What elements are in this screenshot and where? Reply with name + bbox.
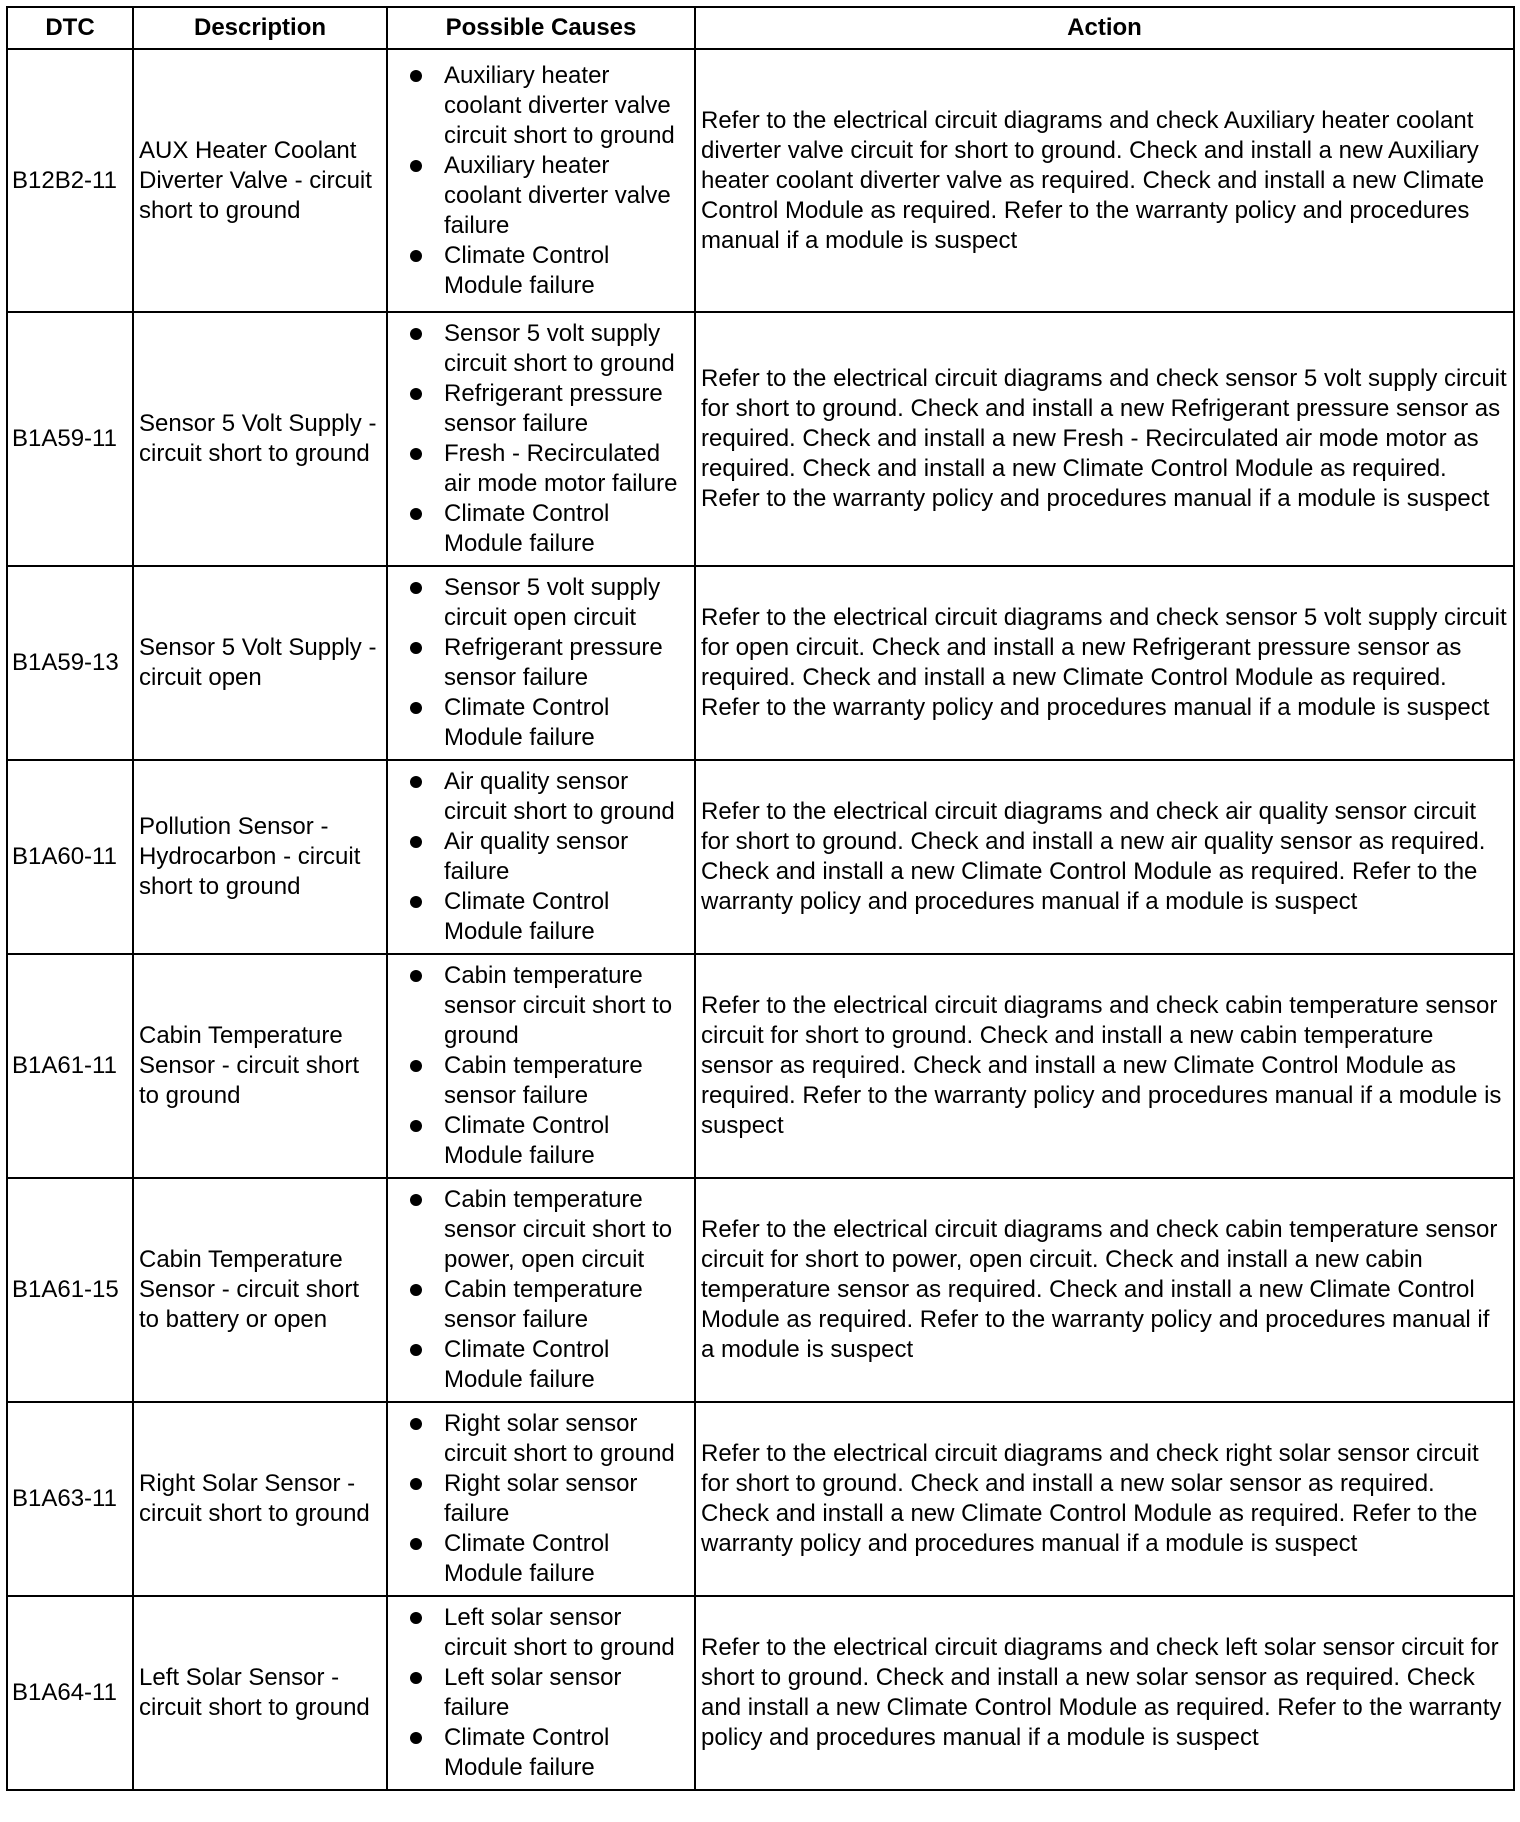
list-item bbox=[388, 633, 690, 693]
dtc-description: AUX Heater Coolant Diverter Valve - circuit short to ground bbox=[133, 49, 387, 312]
bullet-icon bbox=[410, 160, 422, 172]
table-row bbox=[7, 566, 1514, 760]
possible-causes-cell bbox=[387, 954, 695, 1178]
cause-text: Auxiliary heater coolant diverter valve failure bbox=[444, 151, 671, 239]
list-item bbox=[388, 767, 690, 827]
action-text: Refer to the electrical circuit diagrams and check sensor 5 volt supply circuit for short to ground. Check and install a new Refrigerant pressure sensor as required. Check and install a new Fresh - Recirculated air mode motor as required. Check and install a new Climate Control Module as required. Refer to the warranty policy and procedures manual if a module is suspect bbox=[695, 312, 1514, 566]
action-text: Refer to the electrical circuit diagrams and check cabin temperature sensor circuit for short to ground. Check and install a new cabin temperature sensor as required. Check and install a new Climate Control Module as required. Refer to the warranty policy and procedures manual if a module is suspect bbox=[695, 954, 1514, 1178]
cause-text: Sensor 5 volt supply circuit short to ground bbox=[444, 320, 675, 377]
cause-text: Climate Control Module failure bbox=[444, 241, 610, 299]
dtc-description: Cabin Temperature Sensor - circuit short to ground bbox=[133, 954, 387, 1178]
list-item bbox=[388, 1469, 690, 1529]
bullet-icon bbox=[410, 1478, 422, 1490]
dtc-description: Left Solar Sensor - circuit short to ground bbox=[133, 1596, 387, 1790]
bullet-icon bbox=[410, 1612, 422, 1624]
cause-text: Sensor 5 volt supply circuit open circuit bbox=[444, 574, 661, 631]
list-item bbox=[388, 1723, 690, 1783]
table-row bbox=[7, 1596, 1514, 1790]
cause-text: Cabin temperature sensor circuit short to ground bbox=[444, 962, 673, 1049]
cause-list bbox=[388, 1409, 690, 1589]
action-text: Refer to the electrical circuit diagrams and check right solar sensor circuit for short to ground. Check and install a new solar sensor as required. Check and install a new Climate Control Module as required. Refer to the warranty policy and procedures manual if a module is suspect bbox=[695, 1402, 1514, 1596]
dtc-code: B1A61-15 bbox=[7, 1178, 133, 1402]
bullet-icon bbox=[410, 1538, 422, 1550]
cause-text: Refrigerant pressure sensor failure bbox=[444, 380, 663, 437]
bullet-icon bbox=[410, 1672, 422, 1684]
bullet-icon bbox=[410, 70, 422, 82]
dtc-code: B1A59-11 bbox=[7, 312, 133, 566]
list-item bbox=[388, 1335, 690, 1395]
cause-list bbox=[388, 573, 690, 753]
cause-text: Refrigerant pressure sensor failure bbox=[444, 634, 663, 691]
cause-text: Air quality sensor failure bbox=[444, 828, 629, 885]
cause-list bbox=[388, 1603, 690, 1783]
header-dtc: DTC bbox=[7, 7, 133, 49]
cause-list bbox=[388, 61, 690, 301]
table-row bbox=[7, 1402, 1514, 1596]
cause-text: Climate Control Module failure bbox=[444, 1336, 610, 1393]
cause-text: Cabin temperature sensor circuit short to power, open circuit bbox=[444, 1186, 673, 1273]
cause-list bbox=[388, 1185, 690, 1395]
header-description: Description bbox=[133, 7, 387, 49]
list-item bbox=[388, 693, 690, 753]
bullet-icon bbox=[410, 776, 422, 788]
list-item bbox=[388, 1603, 690, 1663]
cause-text: Climate Control Module failure bbox=[444, 1112, 610, 1169]
list-item bbox=[388, 887, 690, 947]
list-item bbox=[388, 1275, 690, 1335]
dtc-code: B1A60-11 bbox=[7, 760, 133, 954]
cause-text: Fresh - Recirculated air mode motor failure bbox=[444, 440, 678, 497]
cause-text: Auxiliary heater coolant diverter valve circuit short to ground bbox=[444, 61, 675, 149]
list-item bbox=[388, 241, 690, 301]
cause-text: Air quality sensor circuit short to ground bbox=[444, 768, 675, 825]
bullet-icon bbox=[410, 896, 422, 908]
list-item bbox=[388, 1409, 690, 1469]
bullet-icon bbox=[410, 1418, 422, 1430]
action-text: Refer to the electrical circuit diagrams and check air quality sensor circuit for short to ground. Check and install a new air quality sensor as required. Check and install a new Climate Control Module as required. Refer to the warranty policy and procedures manual if a module is suspect bbox=[695, 760, 1514, 954]
bullet-icon bbox=[410, 1194, 422, 1206]
table-row bbox=[7, 1178, 1514, 1402]
possible-causes-cell bbox=[387, 566, 695, 760]
list-item bbox=[388, 61, 690, 151]
cause-text: Left solar sensor failure bbox=[444, 1664, 622, 1721]
cause-text: Climate Control Module failure bbox=[444, 1530, 610, 1587]
bullet-icon bbox=[410, 1284, 422, 1296]
possible-causes-cell bbox=[387, 312, 695, 566]
bullet-icon bbox=[410, 508, 422, 520]
cause-text: Right solar sensor circuit short to ground bbox=[444, 1410, 675, 1467]
bullet-icon bbox=[410, 250, 422, 262]
bullet-icon bbox=[410, 642, 422, 654]
cause-list bbox=[388, 767, 690, 947]
action-text: Refer to the electrical circuit diagrams and check cabin temperature sensor circuit for short to power, open circuit. Check and install a new cabin temperature sensor as required. Check and install a new Climate Control Module as required. Refer to the warranty policy and procedures manual if a module is suspect bbox=[695, 1178, 1514, 1402]
list-item bbox=[388, 499, 690, 559]
possible-causes-cell bbox=[387, 1596, 695, 1790]
bullet-icon bbox=[410, 836, 422, 848]
table-body bbox=[7, 49, 1514, 1790]
list-item bbox=[388, 379, 690, 439]
possible-causes-cell bbox=[387, 49, 695, 312]
possible-causes-cell bbox=[387, 760, 695, 954]
table-row bbox=[7, 49, 1514, 312]
bullet-icon bbox=[410, 702, 422, 714]
dtc-code: B1A59-13 bbox=[7, 566, 133, 760]
header-row bbox=[7, 7, 1514, 49]
possible-causes-cell bbox=[387, 1178, 695, 1402]
cause-list bbox=[388, 961, 690, 1171]
dtc-code: B1A61-11 bbox=[7, 954, 133, 1178]
table-row bbox=[7, 954, 1514, 1178]
bullet-icon bbox=[410, 1060, 422, 1072]
bullet-icon bbox=[410, 328, 422, 340]
cause-text: Climate Control Module failure bbox=[444, 500, 610, 557]
list-item bbox=[388, 961, 690, 1051]
cause-text: Climate Control Module failure bbox=[444, 694, 610, 751]
list-item bbox=[388, 1185, 690, 1275]
bullet-icon bbox=[410, 1732, 422, 1744]
dtc-description: Pollution Sensor - Hydrocarbon - circuit short to ground bbox=[133, 760, 387, 954]
cause-text: Cabin temperature sensor failure bbox=[444, 1052, 643, 1109]
dtc-description: Right Solar Sensor - circuit short to ground bbox=[133, 1402, 387, 1596]
cause-text: Left solar sensor circuit short to ground bbox=[444, 1604, 675, 1661]
list-item bbox=[388, 827, 690, 887]
list-item bbox=[388, 1051, 690, 1111]
list-item bbox=[388, 151, 690, 241]
list-item bbox=[388, 1663, 690, 1723]
cause-list bbox=[388, 319, 690, 559]
dtc-description: Sensor 5 Volt Supply - circuit short to ground bbox=[133, 312, 387, 566]
bullet-icon bbox=[410, 388, 422, 400]
list-item bbox=[388, 1111, 690, 1171]
dtc-code: B12B2-11 bbox=[7, 49, 133, 312]
dtc-code: B1A63-11 bbox=[7, 1402, 133, 1596]
action-text: Refer to the electrical circuit diagrams and check left solar sensor circuit for short to ground. Check and install a new solar sensor as required. Check and install a new Climate Control Module as required. Refer to the warranty policy and procedures manual if a module is suspect bbox=[695, 1596, 1514, 1790]
header-action: Action bbox=[695, 7, 1514, 49]
cause-text: Climate Control Module failure bbox=[444, 1724, 610, 1781]
cause-text: Cabin temperature sensor failure bbox=[444, 1276, 643, 1333]
list-item bbox=[388, 1529, 690, 1589]
dtc-description: Sensor 5 Volt Supply - circuit open bbox=[133, 566, 387, 760]
cause-text: Climate Control Module failure bbox=[444, 888, 610, 945]
dtc-description: Cabin Temperature Sensor - circuit short to battery or open bbox=[133, 1178, 387, 1402]
action-text: Refer to the electrical circuit diagrams and check sensor 5 volt supply circuit for open circuit. Check and install a new Refrigerant pressure sensor as required. Check and install a new Climate Control Module as required. Refer to the warranty policy and procedures manual if a module is suspect bbox=[695, 566, 1514, 760]
dtc-table bbox=[6, 6, 1515, 1791]
list-item bbox=[388, 439, 690, 499]
table-row bbox=[7, 312, 1514, 566]
possible-causes-cell bbox=[387, 1402, 695, 1596]
list-item bbox=[388, 319, 690, 379]
cause-text: Right solar sensor failure bbox=[444, 1470, 638, 1527]
table-row bbox=[7, 760, 1514, 954]
bullet-icon bbox=[410, 970, 422, 982]
header-possible-causes: Possible Causes bbox=[387, 7, 695, 49]
bullet-icon bbox=[410, 448, 422, 460]
bullet-icon bbox=[410, 1344, 422, 1356]
action-text: Refer to the electrical circuit diagrams and check Auxiliary heater coolant diverter valve circuit for short to ground. Check and install a new Auxiliary heater coolant diverter valve as required. Check and install a new Climate Control Module as required. Refer to the warranty policy and procedures manual if a module is suspect bbox=[695, 49, 1514, 312]
dtc-code: B1A64-11 bbox=[7, 1596, 133, 1790]
bullet-icon bbox=[410, 582, 422, 594]
list-item bbox=[388, 573, 690, 633]
bullet-icon bbox=[410, 1120, 422, 1132]
